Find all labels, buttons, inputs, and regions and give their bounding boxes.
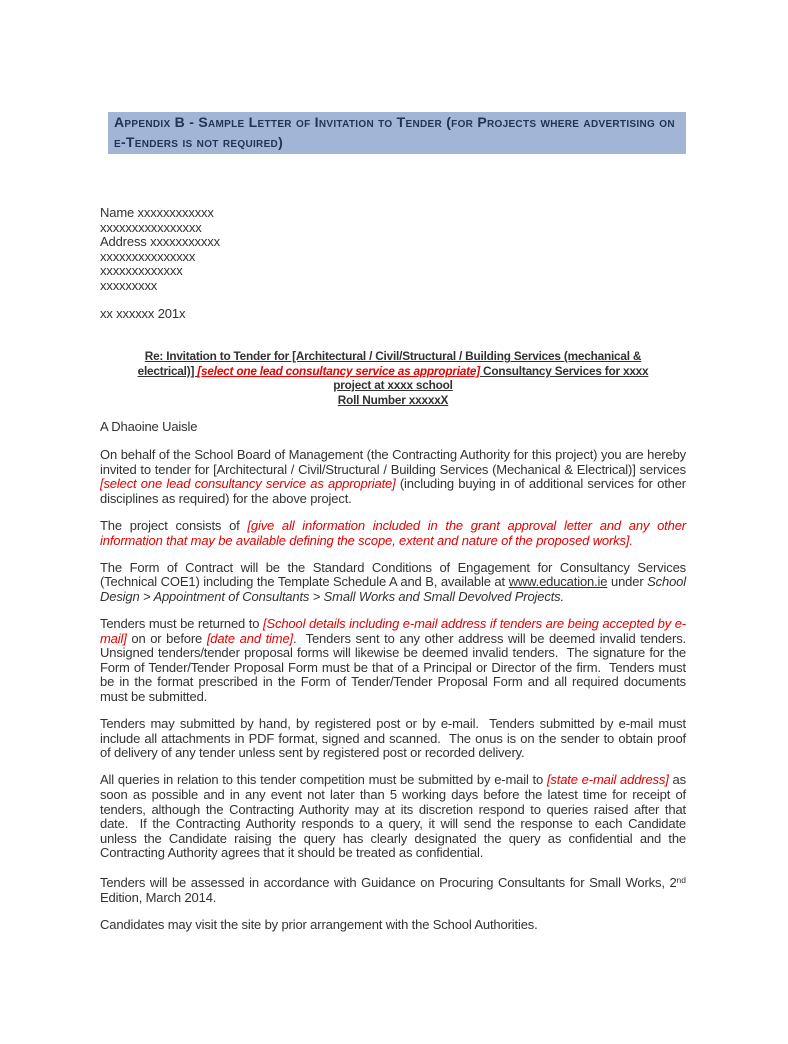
address-line: Address xxxxxxxxxxx xyxy=(100,234,220,250)
address-line: xxxxxxxxxxxxx xyxy=(100,263,183,279)
text-run: Edition, March 2014. xyxy=(100,875,690,905)
text-run: [School details including e-mail address if tenders are being accepted by e-mail] xyxy=(100,615,686,646)
text-run: Tenders will be assessed in accordance with Guidance on Procuring Consultants for Small Works, 2 xyxy=(100,875,677,891)
text-run: . Tenders sent to any other address will be deemed invalid tenders. Unsigned tenders/tender proposal forms will likewise be deemed invalid tenders. The signature for the Form of Tender/Tender Proposal Form must be that of a Principal or Director of the firm. Tenders must be in the format prescribed in the Form of Tender/Tender Proposal Form and all required documents must be submitted. xyxy=(100,630,693,704)
text-run: Tenders must be returned to xyxy=(100,615,264,631)
text-run: Tenders may submitted by hand, by registered post or by e-mail. Tenders submitted by e-mail must include all attachments in PDF format, signed and scanned. The onus is on the sender to obtain proof of delivery of any tender unless sent by registered post or recorded delivery. xyxy=(100,716,690,761)
text-run: project at xxxx school xyxy=(333,378,453,393)
text-run: as soon as possible and in any event not later than 5 working days before the latest time for receipt of tenders, although the Contracting Authority may at its discretion respond to queries raised after that date. If the Contracting Authority responds to a query, it will send the response to each Candidate unless the Candidate raising the query has clearly designated the query as confidential and the Contracting Authority agrees that it should be treated as confidential. xyxy=(100,772,690,861)
paragraph xyxy=(100,447,690,506)
text-run: Roll Number xxxxxX xyxy=(337,392,449,407)
appendix-title: Appendix B - Sample Letter of Invitation to Tender (for Projects where advertising on e-Tenders is not required) xyxy=(108,112,686,154)
text-run: All queries in relation to this tender competition must be submitted by e-mail to xyxy=(100,772,547,788)
text-run: Candidates may visit the site by prior arrangement with the School Authorities. xyxy=(100,917,538,933)
paragraph xyxy=(100,873,690,905)
subject-line xyxy=(100,364,686,379)
subject-line xyxy=(100,393,686,408)
text-run: School Design > Appointment of Consultants > Small Works and Small Devolved Projects. xyxy=(100,574,690,604)
text-run: Re: Invitation to Tender for [Architectural / Civil/Structural / Building Services (mechanical & xyxy=(144,349,642,364)
text-run: on or before xyxy=(126,630,207,646)
text-run: nd xyxy=(676,875,686,886)
address-line: xxxxxxxxxxxxxxx xyxy=(100,248,196,264)
address-line: xxxxxxxxxxxxxxxx xyxy=(100,219,202,235)
text-run: Consultancy Services for xxxx xyxy=(479,363,649,378)
subject-heading xyxy=(100,349,686,407)
address-line: xxxxxxxxx xyxy=(100,277,158,293)
text-run: [state e-mail address] xyxy=(546,772,669,788)
text-run: On behalf of the School Board of Management (the Contracting Authority for this project) you are hereby invited to tender for [Architectural / Civil/Structural / Building Services (Mechanical & Electrical)] services xyxy=(100,447,690,477)
text-run: [date and time] xyxy=(206,630,294,646)
paragraph xyxy=(100,559,690,605)
text-run: electrical)] xyxy=(137,363,198,378)
paragraph xyxy=(100,772,690,861)
paragraph xyxy=(100,918,686,933)
text-run: [give all information included in the grant approval letter and any other information that may be available defining the scope, extent and nature of the proposed works]. xyxy=(100,518,690,548)
paragraph xyxy=(100,716,690,761)
text-run: under xyxy=(607,574,648,590)
text-run: The project consists of xyxy=(100,518,248,533)
text-run: [select one lead consultancy service as appropriate] xyxy=(100,476,396,492)
subject-line xyxy=(100,349,686,364)
date-line: xx xxxxxx 201x xyxy=(100,305,186,321)
subject-line xyxy=(100,378,686,393)
letter-content xyxy=(100,0,693,945)
greeting: A Dhaoine Uaisle xyxy=(100,418,198,434)
letter-body xyxy=(100,447,693,933)
education-website-link[interactable]: www.education.ie xyxy=(508,574,608,590)
text-run: [select one lead consultancy service as appropriate] xyxy=(197,363,480,378)
recipient-address-block xyxy=(100,206,686,294)
paragraph xyxy=(100,615,693,705)
text-run: The Form of Contract will be the Standard Conditions of Engagement for Consultancy Services (Technical COE1) including the Template Schedule A and B, available at xyxy=(100,559,690,590)
text-run: (including buying in of additional services for other disciplines as required) for the above project. xyxy=(100,476,690,506)
address-line: Name xxxxxxxxxxxx xyxy=(100,205,214,220)
paragraph xyxy=(100,518,690,548)
